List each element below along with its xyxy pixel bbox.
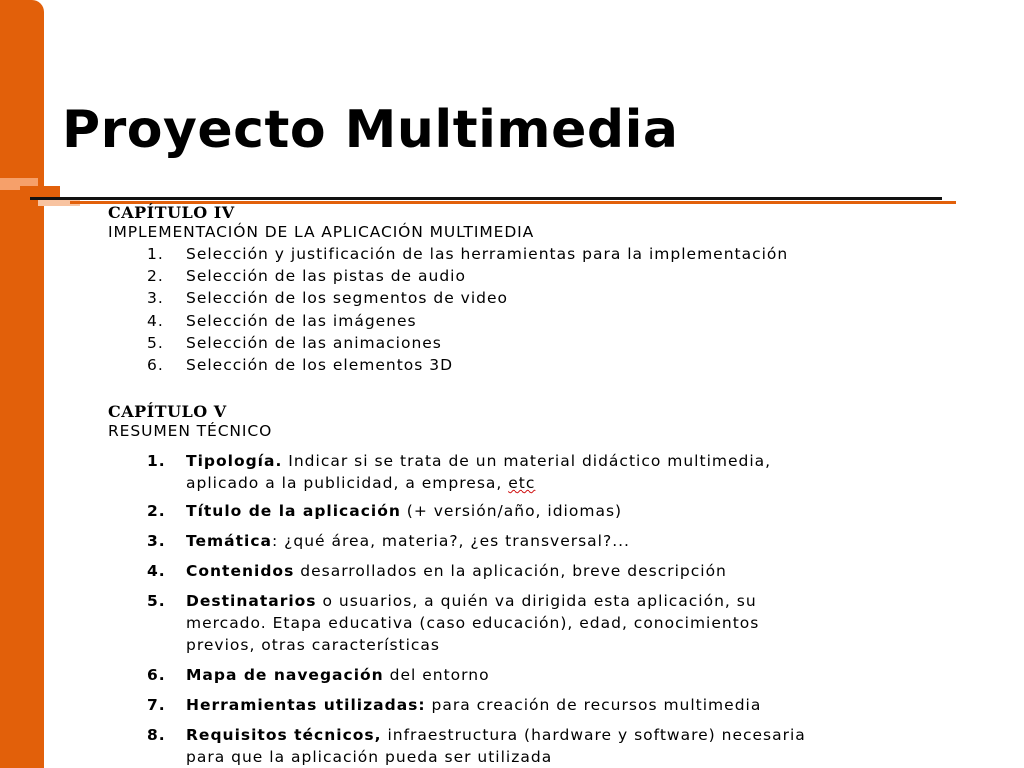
item-text: Indicar si se trata de un material didáctico multimedia, [282, 452, 772, 470]
item-text: : ¿qué área, materia?, ¿es transversal?... [272, 532, 630, 550]
item-number: 3. [147, 532, 166, 550]
item-text: Selección de las imágenes [186, 312, 417, 330]
item-number: 5. [147, 592, 166, 610]
item-number: 5. [147, 334, 164, 352]
chapter-iv-heading: CAPÍTULO IV [108, 203, 235, 222]
item-term: Título de la aplicación [186, 502, 401, 520]
item-number: 6. [147, 666, 166, 684]
item-text: (+ versión/año, idiomas) [400, 502, 623, 520]
item-number: 8. [147, 726, 166, 744]
spellcheck-word: etc [508, 474, 536, 492]
chapter-v-subtitle: RESUMEN TÉCNICO [108, 422, 273, 440]
item-number: 4. [147, 562, 166, 580]
item-number: 1. [147, 245, 164, 263]
item-term: Tipología. [186, 452, 283, 470]
item-text: previos, otras características [186, 636, 440, 654]
item-text: desarrollados en la aplicación, breve descripción [294, 562, 727, 580]
item-text: del entorno [383, 666, 490, 684]
item-number: 4. [147, 312, 164, 330]
item-text: infraestructura (hardware y software) necesaria [381, 726, 806, 744]
item-text: o usuarios, a quién va dirigida esta aplicación, su [316, 592, 757, 610]
item-term: Herramientas utilizadas: [186, 696, 426, 714]
item-term: Destinatarios [186, 592, 317, 610]
item-term: Temática [186, 532, 273, 550]
item-term: Contenidos [186, 562, 295, 580]
item-text: Selección de las animaciones [186, 334, 442, 352]
item-number: 3. [147, 289, 164, 307]
chapter-iv-subtitle: IMPLEMENTACIÓN DE LA APLICACIÓN MULTIMEDIA [108, 223, 535, 241]
item-number: 2. [147, 502, 166, 520]
item-term: Requisitos técnicos, [186, 726, 382, 744]
item-number: 6. [147, 356, 164, 374]
item-text: Selección y justificación de las herramientas para la implementación [186, 245, 789, 263]
item-text: aplicado a la publicidad, a empresa, [186, 474, 509, 492]
chapter-v-heading: CAPÍTULO V [108, 402, 227, 421]
item-text: Selección de los elementos 3D [186, 356, 454, 374]
item-number: 7. [147, 696, 166, 714]
item-number: 1. [147, 452, 166, 470]
item-text: Selección de los segmentos de video [186, 289, 509, 307]
item-number: 2. [147, 267, 164, 285]
item-term: Mapa de navegación [186, 666, 384, 684]
item-text: para que la aplicación pueda ser utilizada [186, 748, 553, 766]
item-text: para creación de recursos multimedia [425, 696, 762, 714]
slide-title: Proyecto Multimedia [62, 100, 679, 160]
item-text: Selección de las pistas de audio [186, 267, 466, 285]
item-text: mercado. Etapa educativa (caso educación), edad, conocimientos [186, 614, 760, 632]
